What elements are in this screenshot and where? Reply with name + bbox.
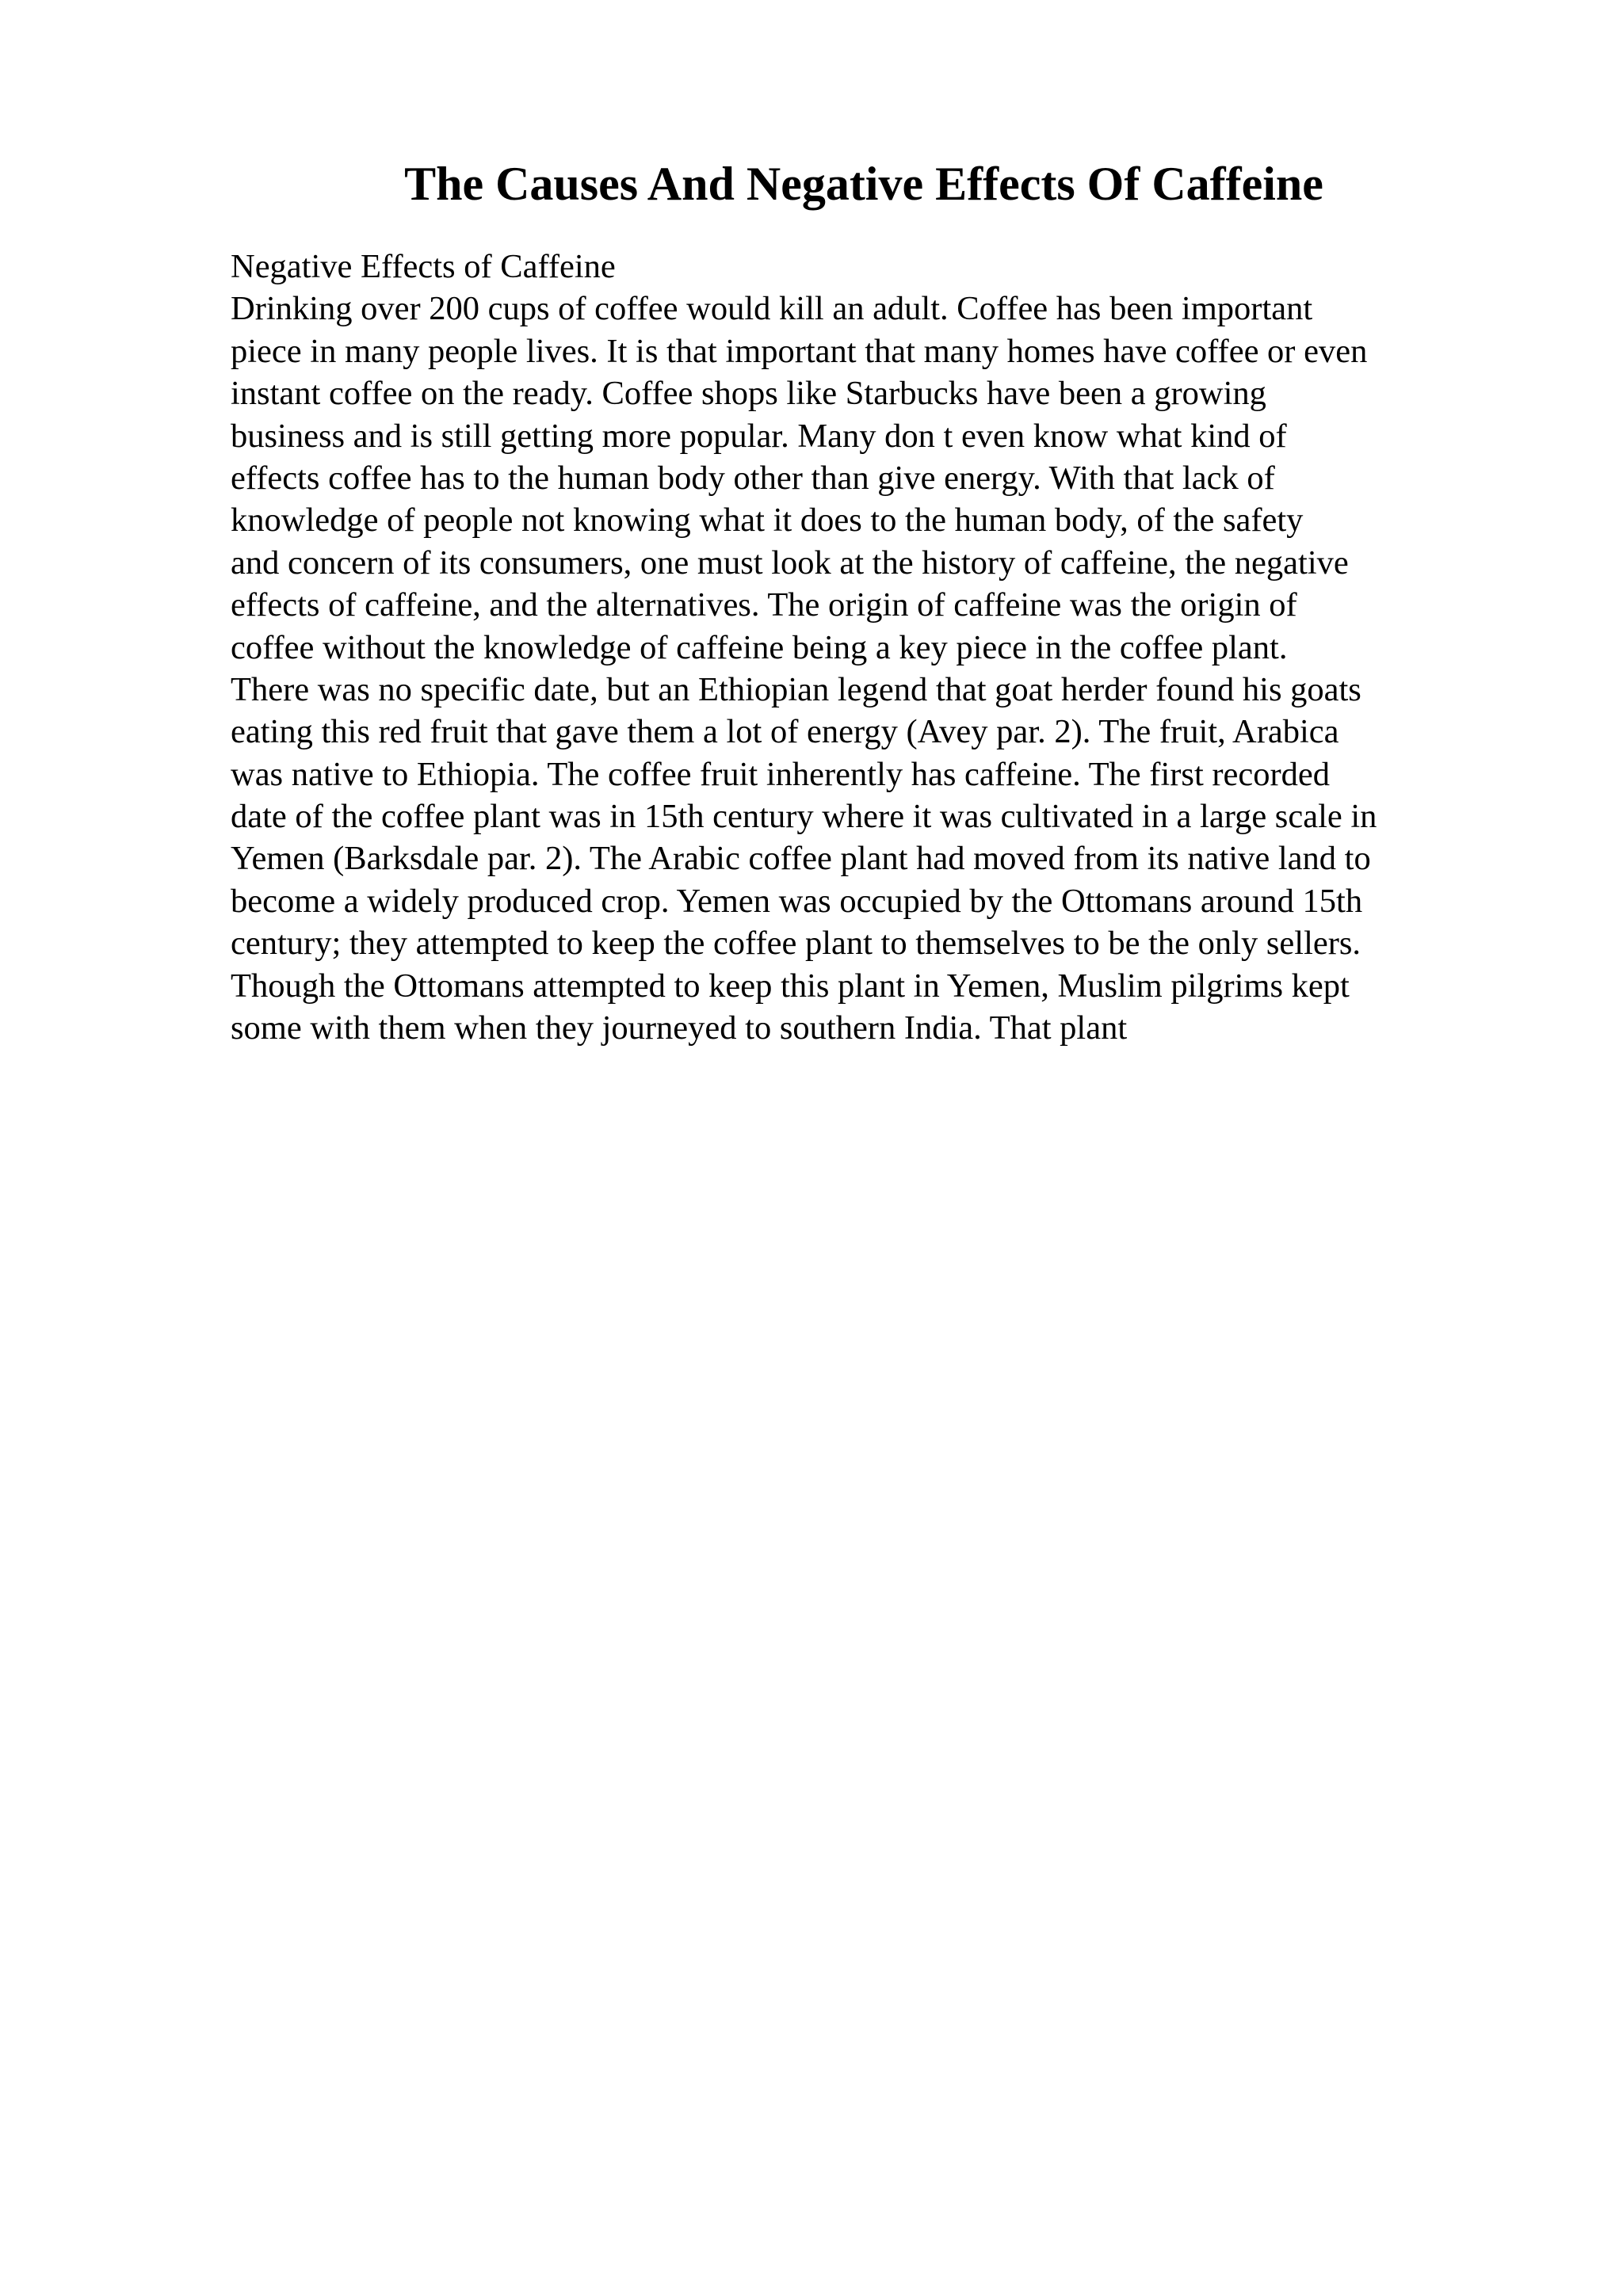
body-line: effects of caffeine, and the alternatives. The origin of caffeine was the origin of [231, 586, 1297, 624]
body-line: piece in many people lives. It is that important that many homes have coffee or even [231, 332, 1368, 370]
body-line: century; they attempted to keep the coffee plant to themselves to be the only sellers. [231, 925, 1361, 963]
body-line: eating this red fruit that gave them a lot of energy (Avey par. 2). The fruit, Arabica [231, 713, 1339, 751]
body-line: business and is still getting more popular. Many don t even know what kind of [231, 417, 1287, 455]
section-heading: Negative Effects of Caffeine [231, 248, 616, 285]
body-line: Yemen (Barksdale par. 2). The Arabic coffee plant had moved from its native land to [231, 840, 1371, 878]
body-line: coffee without the knowledge of caffeine being a key piece in the coffee plant. [231, 628, 1288, 666]
body-line: There was no specific date, but an Ethiopian legend that goat herder found his goats [231, 670, 1361, 708]
body-line: some with them when they journeyed to southern India. That plant [231, 1009, 1128, 1047]
body-line: instant coffee on the ready. Coffee shops like Starbucks have been a growing [231, 375, 1266, 413]
page-title: The Causes And Negative Effects Of Caffeine [404, 158, 1323, 210]
body-line: and concern of its consumers, one must look at the history of caffeine, the negative [231, 543, 1349, 582]
body-line: Drinking over 200 cups of coffee would kill an adult. Coffee has been important [231, 290, 1313, 328]
body-line: knowledge of people not knowing what it does to the human body, of the safety [231, 502, 1304, 540]
body-line: was native to Ethiopia. The coffee fruit inherently has caffeine. The first recorded [231, 755, 1331, 793]
document-body [231, 246, 1514, 1049]
body-line: become a widely produced crop. Yemen was occupied by the Ottomans around 15th [231, 882, 1363, 920]
body-line: date of the coffee plant was in 15th century where it was cultivated in a large scale in [231, 798, 1377, 836]
body-line: effects coffee has to the human body other than give energy. With that lack of [231, 459, 1275, 497]
body-line: Though the Ottomans attempted to keep this plant in Yemen, Muslim pilgrims kept [231, 967, 1350, 1005]
